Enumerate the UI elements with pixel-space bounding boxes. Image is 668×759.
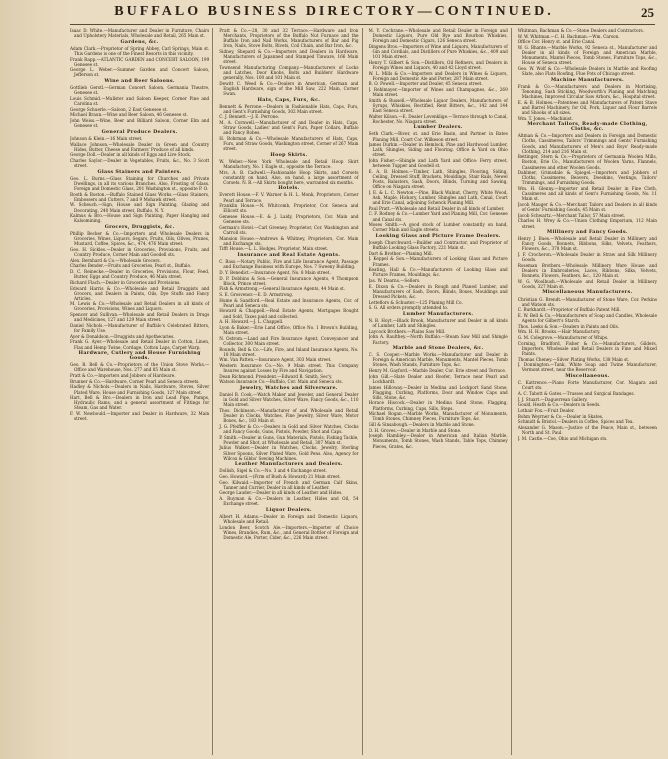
directory-entry: Lyon & Baker.—Erie Land Office, Office No. 1 Brown's Building, Main street. [219,324,359,336]
directory-entry: C. S. Cooper.—Marble Works.—Manufacturer and Dealer in Foreign & American Marble, Monuments, Mantel Pieces, Tomb Stones, Wash Stands, Furniture Tops, &c. [368,352,508,368]
section-heading: Lumber Dealers. [413,124,463,131]
directory-entry: Brunner & Co.—Hardware, Corner Pearl and Seneca streets. [70,378,200,384]
directory-entry: M. A. Cornwell.—Manufacturer of and Dealer in Hats, Caps, Straw Goods, Ladies' and Gent's Furs, Paper Collars, Buffalo and Fancy Robes. [219,120,359,136]
directory-entry: James Hilloway.—Dealer in Medina and Lockport Sand Stone, Flagging, Curbing, Platforms, Door and Window Caps and Sills, Stone, &c. [368,384,508,400]
directory-entry: P. Smith.—Dealer in Guns, Gun Materials, Pistols, Fishing Tackle, Powder and Shot, at Wholesale and Retail, 307 Main st. [219,434,359,445]
directory-entry: Walter Kilson.—E. Dealer Lovenklige.—Terrace through to Canal, Rochester, No. Niagara street. [368,113,508,124]
directory-entry: M. Y. Cochrane.—Wholesale and Retail Dealer in Foreign and Domestic Liquors, Pure Old Rye and Bourbon Whiskies, Foreign and Domestic Cigars, 126 Seneca street. [368,28,508,44]
directory-entry: Gould, Heath & Co.—Dealers in Seeds. [517,402,601,408]
directory-entry: Wm. T. Jones.—Machinist. [517,115,573,121]
directory-entry: J. M. Castle.—Coe, Ohio and Michigan sts. [517,435,608,441]
directory-entry: Charles H. Wrey & Co.—Union Clothing Emporium, 112 Main street. [517,218,657,229]
directory-entry: Dahlmer, Grimsdale & Spiegel.—Importers and Jobbers of Cloths, Cassimeres, Beavers, Doeskins, Vestings, Tailors' Trimmings, and Furnishing Goods. [517,170,657,186]
directory-entry: Hume & Sandford.—Real Estate and Insurance Agents, Cor. of Pearl and Seneca sts. [219,297,359,308]
directory-entry: D. P. Dobbins & Son.—General Insurance Agents, 4 Thompson Block, Prince street. [219,275,359,286]
directory-entry: Johnson & Klein.—16 Main street. [70,135,143,141]
directory-entry: E. W. Bell & Co.—Manufacturers of Soap and Candles, Wholesale Agents for Gilbert's Starch. [517,312,657,324]
directory-entry: John A. Raulthey.—North Buffalo.—Steam Saw Mill and Shingle Factory. [368,334,508,345]
directory-entry: Booth & Boston.—Buffalo Stained Glass Works.—Glass Stainers, Embossers and Cutters, 7 and 9 Mohawk street. [70,191,210,202]
directory-entry: George Schuerle.—Saloon, 2 East Genesee st. [70,106,168,112]
directory-entry: C. Bass.—Notary Public, Fire and Life Insurance Agent, Passage and Exchange Business with Europe, Nos. 7 Sweeny Building. [219,259,359,270]
directory-entry: John Gill.—Slate Dealer and Roofer, Terrace near Pearl and Lockhardt. [368,373,508,384]
directory-entry: J. Rehlmayer.—Importer of Wines and Champagnes, &c., 269 Main street. [368,87,508,98]
directory-entry: Thos. Dickinson.—Manufacturer of and Wholesale and Retail Dealer in Clocks, Watches, Fine Jewelry, Silver Ware, Motor Boxes, &c., 183 Main st. [219,408,359,424]
directory-entry: S. G. All orders promptly attended to. [368,305,449,311]
directory-entry: C. Burkhardt.—Proprietor of Buffalo Patent Mill. [517,307,621,313]
directory-entry: Bettinger, Stern & Co.—Proprietors of Germania Woolen Mills, Boston, Erie Co., Manufacturers of Woolen Yarns, Flannels, Cassimeres and other Woolen Goods. [517,154,657,170]
section-heading: Grocers, Druggists, &c. [104,223,175,230]
directory-entry: Joseph Hambley.—Dealer in American and Italian Marble, Monuments, Tomb Stones, Wash Stands, Table Tops, Chimney Pieces, Grates, &c. [368,433,508,449]
directory-entry: Edward Harris & Co.—Wholesale and Retail Druggists and Grocers, and Dealers in Paints, Oils, Dye Stuffs and Fancy Articles. [70,285,210,301]
directory-entry: N. Ostrom.—Land and Fire Insurance Agent, Conveyancer and Collector, 300 Main street. [219,335,359,346]
page-title: BUFFALO BUSINESS DIRECTORY—CONTINUED. [114,4,554,19]
directory-entry: Smith & Russell.—Wholesale Liquor Dealers, Manufacturers of Syrups, Whiskies, Rectified, Rent Bitters, &c., 142 and 144 East Seneca street. [368,97,508,113]
directory-entry: Mansion House.—Andrews & Whitney, Proprietors, Cor. Main and Exchange sts. [219,235,359,246]
directory-entry: Watson Insurance Co.—Buffalo, Cor. Main and Seneca sts. [219,379,343,385]
section-heading: Lumber Manufacturers. [402,310,474,317]
directory-entry: Dingens Bros.—Importers of Wine and Liquors, Manufacturers of Gin and Cordials, and Distillers of Pure Whiskies, &c., 409 and 101 Main street. [368,43,508,60]
directory-entry: Lothair Fox.—Fruit Dealer. [517,408,575,413]
directory-entry: H. Bohrman & Co.—Wholesale Manufacturers of Hats, Caps, Furs, and Straw Goods, Washington street, Corner of 267 Main street. [219,135,359,152]
directory-entry: Wallace Johnson.—Wholesale Dealer in Green and Country Hides, Butter, Cheese and Farmers' Produce of all kinds. [70,141,210,152]
directory-entry: Horace Hiscock.—Dealer in Medina Sand Stone, Flagging, Platforms, Curbing, Caps, Sills, Steps. [368,400,508,411]
directory-entry: Western Insurance Co.—No. 9 Main street. This Company Insures against Losses by Fire and Navigation. [219,362,359,374]
directory-entry: A. H. Howard.—J. L. Chappell. [219,319,284,325]
directory-entry: Hadley & Nichols.—Dealers in Nails, Hardware, Stoves, Silver Plated Ware, House and Furnishing Goods, 127 Main street. [70,384,210,395]
directory-entry: Adam Clark.—Proprietor of Spring Abbey, Carl Springs, Main st. This Gardens is one of the Finest Resorts in this vicinity. [70,45,210,56]
directory-entry: Townsend Manufacturing Company.—Manufacturers of Locks and Latches, Door Knobs, Bolts and Builders' Hardware generally, Nos. 100 and 101 Main st. [219,64,359,81]
directory-entry: Sidney, Shepard & Co.—Importers and Dealers in Hardware, Manufacturers of Japanned and Stamped Tinware, 166 Main street. [219,48,359,65]
directory-entry: Geo. H. Sickles.—Dealer in Groceries, Provisions, Fruits, and Country Produce, Corner Main and Goodell sts. [70,246,210,257]
section-heading: Miscellaneous. [565,373,610,380]
directory-entry: Gill & Sinsabough.—Dealers in Marble and Stone. [368,421,475,427]
directory-entry: Bohm Weyrner & Co.—Dealer in Skates. [517,413,604,419]
directory-column-1 [70,28,213,755]
directory-entry: J. E. & L. C. Newton.—Pine, Black Walnut, Cherry, White Wood, Ash, Maple, Hickory, Lumber, Shingles and Lath, Canal, Court and Erie Canal, adjoining Schenck Planing Mill. [368,189,508,206]
page-margin-shading [0,0,70,759]
directory-entry: Jacob Mauger & Co.—Merchant Tailors and Dealers in all kinds of Gents' Furnishing Goods, 45 Main st. [517,201,657,213]
section-heading: Leather Manufacturers and Dealers. [234,461,343,468]
directory-entry: George Doll.—Dealer in all kinds of Eggs and Live Stock. [70,152,192,158]
directory-entry: C. J. Bennett.—J. E. Perrone. [219,114,280,120]
directory-entry: Daniel B. Cook.—Watch Maker and Jeweler, and General Dealer in Gold and Silver Watches, Silver Ware, Fancy Goods, &c., 110 Main street. [219,392,359,408]
directory-entry: Corning, Bradford, Fisher & Co.—Manufacturers, Gilders, Importers, Wholesale and Retail Dealers in Fine and Mixed Paints. [517,340,657,356]
directory-entry: Frank Rapp.—ATLANTIC GARDEN and CONCERT SALOON, 199 Genesee st. [70,56,210,67]
directory-entry: Laycock Brothers.—Plains Saw Mill. [368,328,446,334]
directory-entry: J. F. Crocheron.—Wholesale Dealer in Straw and Silk Millinery Goods. [517,252,657,263]
page-header [0,0,668,30]
directory-entry: D. C. Reinecke.—Dealer in Groceries, Provisions, Flour, Feed, Butter, Eggs and Country Produce, 46 Main street. [70,269,210,280]
directory-entry: Henry J. Bues.—Wholesale and Retail Dealer in Millinery and Fancy Goods, Bonnets, Ribbons, Silks, Velvets, Feathers, Flowers, &c., 378 Main st. [517,236,657,252]
directory-entry: Howard & Chappell.—Real Estate Agents, Mortgages Bought and Sold, Taxes paid and collected. [219,308,359,319]
directory-entry: W. G. Bhante.—Marble Works, 92 Seneca st., Manufacturer and Dealer in all kinds of Foreign and American Marble, Monuments, Mantel Pieces, Tomb Stones, Furniture Tops, &c., House of Seneca street. [517,45,657,66]
directory-entry: Roseman Brothers.—Wholesale Millinery Ware House and Dealers in Embroideries, Laces, Ribbons, Silks, Velvets, Bonnets, Flowers, Feathers, &c., 120 Main st. [517,262,657,279]
directory-entry: Louis Schmid.—Mullster and Saloon Keeper, Corner Pine and Carolina st. [70,95,210,106]
directory-entry: George L. Weber.—Summer Garden and Concert Saloon, Jefferson st. [70,67,210,78]
directory-entry: Julius Walker.—Dealer in Watches, Clocks, Jewelry, Sterling Silver Spoons, Silver Plated Ware, Gold Pens. Also, Agency for Wilcox & Gibbs' Sewing Machines. [219,445,359,461]
directory-entry: W. Weber.—New York Wholesale and Retail Hoop Skirt Manufactory, No. 1 Eagle st., opposite the Terrace. [219,158,359,169]
directory-entry: Jacob Schwartz.—Merchant Tailor, 57 Main street. [517,212,626,218]
directory-entry: J. J. Stuart.—Daguerrean Gallery. [517,396,588,402]
directory-entry: James Durkin.—Dealer in Hemlock, Pine and Hardwood Lumber, Lath, Shingles, Siding and Flooring. Office & Yard on Ohio street. [368,142,508,158]
section-heading: Hotels. [278,185,300,192]
directory-entry: G. M. Colegrove.—Manufacturer of Whips. [517,335,609,341]
directory-entry: Wm. Van Patten.—Insurance Agent, 303 Main street. [219,357,332,363]
directory-entry: Wm. H. Glenny.—Importer and Retail Dealer in Fine Cloth, Cassimeres and all kinds of Gent's Furnishing Goods, No. 11 Main st. [517,186,657,202]
directory-entry: O. H. Groves.—Dealer in Marble and Stone. [368,427,462,433]
directory-entry: Bennett & Perrone.—Dealers in Fashionable Hats, Caps, Furs, and Gent's Furnishing Goods, 302 Main street. [219,103,359,114]
directory-entry: J. Donnington.—Tank, White Soap and Twine Manufacturer, Vermont street, near the Reservoir. [517,362,657,373]
directory-entry: C. Kattrence.—Piano Forte Manufacturer, Cor. Niagara and Court sts. [517,380,657,391]
section-heading: Machine Manufacturers. [550,76,624,83]
directory-entry: Thomas Cheney.—Silver Plating Works, 138 Main st. [517,356,630,362]
directory-entry: Mrs. A. B. Cadwell.—Fashionable Hoop Skirts, and Corsets constantly on hand. Also, on hand, a large assortment of Corsets. N. B.—All Skirts bought here, warranted six months. [219,169,359,185]
directory-entry: Henry M. Gayford.—Marble Dealer, Cor. Erie street and Terrace. [368,368,507,374]
directory-entry: Richard Flach.—Dealer in Groceries and Provisions. [70,279,181,285]
directory-entry: M. Lewis & Co.—Wholesale and Retail Dealers in all kinds of Groceries, Provisions, Wines and Liquors. [70,301,210,312]
directory-entry: W. L. Mills & Co.—Importers and Dealers in Wines & Liquors, Foreign and Domestic Ale and Porter, 287 Main street. [368,70,508,81]
directory-entry: Kalmus & Bro.—House and Sign Painting, Paper Hanging and Kalsomining. [70,213,210,224]
section-heading: Glass Stainers and Painters. [97,168,182,175]
directory-entry: Keating, Hall & Co.—Manufacturers of Looking Glass and Picture Frames, Mouldings, &c. [368,267,508,278]
section-heading: General Produce Dealers. [101,128,178,135]
directory-entry: F. W. Newbould.—Importer and Dealer in Hardware, 32 Main street. [70,411,210,422]
directory-entry: Spencer and Sullivan.—Wholesale and Retail Dealers in Drugs and Medicines, 127 and 129 Main street. [70,312,210,323]
directory-entry: Geo. L. Burns.—Glass Staining for Churches and Private Dwellings, in all its various Branches. Also, Frosting of Glass. Foreign and Domestic Glass, 201 Washington st., opposite P. O. [70,175,210,191]
directory-entry: Jas. W. Dearns.—Sellers. [368,278,421,283]
directory-entry: Thos. Leeks & Son.—Dealers in Paints and Oils. [517,323,620,329]
directory-entry: Dart & Brother.—Planing Mill. [368,250,433,256]
directory-entry: Phillip Becker & Co.—Importers and Wholesale Dealers in Groceries, Wines, Liquors, Segars, Fruits, Oils, Olives, Prunes, Mustard, Coffee, Spices, &c., 474, 476 Main street. [70,231,210,247]
section-heading: Miscellaneous Manufacturers. [542,289,633,296]
page-number: 25 [641,5,654,20]
directory-entry: C. F. Rodney & Co.—Lumber Yard and Planing Mill, Cor. Genesee and Canal sts. [368,211,508,222]
section-heading: Hoop Skirts. [270,151,308,158]
directory-entry: Alex. Bernhard & Co.—Wholesale Grocers. [70,257,161,263]
directory-entry: Geo. Howard.—(Firm of Bush & Howard) 21 Main street. [219,474,341,479]
directory-entry: Tifft House.—L. L. Hodges, Proprietor, Main street. [219,246,329,252]
directory-entry: Ayer & Donaldson.—Druggists and Apothecaries. [70,333,175,339]
directory-entry: W. G. Woolbush.—Wholesale and Retail Dealer in Millinery Goods, 327 Main st. [517,278,657,289]
directory-entry: Geo. Kilwaid.—Importer of French and German Calf Skins, Tanner and Currier, Dealer in all kinds of Leather. [219,479,359,490]
directory-entry: Hart, Bell & Bro.—Dealers in Iron and Lead Pipe, Pumps, Hydraulic Rams, and a general assortment of Fittings for Steam, Gas and Water. [70,395,210,411]
directory-entry: Fish & Armstrong.—General Insurance Agents, 44 Main st. [219,286,346,292]
directory-entry: Isaac D. White.—Manufacturer and Dealer in Furniture, Chairs and Upholstery Materials, Wholesale and Retail, 265 Main st. [70,28,210,39]
directory-entry: Schmidt & Bristol.—Dealers in Coffee, Spices and Tea. [517,419,634,425]
directory-entry: Albert H. Adams.—Dealer in Foreign and Domestic Liquors, Wholesale and Retail. [219,513,359,525]
directory-entry: Frank G. Ayer.—Wholesale and Retail Dealer in Cotton, Linen, Flax and Hemp Twine, Cordage, Cotton Laps, Carpet Warp. [70,339,210,350]
directory-entry: Pratt & Co.—Importers and Jobbers of Hardware. [70,373,176,379]
section-heading: Insurance and Real Estate Agents. [237,251,341,258]
section-heading: Millinery and Fancy Goods. [546,229,628,236]
directory-entry: A. C. Tabott & Gates.—Trusses and Surgical Bandages. [517,390,635,396]
directory-entry: E. Dixon & Co.—Dealers in Rough and Planed Lumber, and Manufacturers of Sash, Doors, Blinds, Boxes, Mouldings and Dressed Pickets, &c. [368,283,508,299]
directory-entry: Dean Richmond, President.—Edward B. Smith, Sec'y. [219,373,333,379]
directory-entry: Christian G. Brendt.—Manufacturer of Stone Ware, Cor. Perkins and Watson sts. [517,296,657,307]
section-heading: Looking Glass and Picture Frame Dealers. [375,232,501,239]
directory-entry: Gottlieb Gerstl.—German Concert Saloon, Germania Theatre, Genesee st. [70,85,210,96]
directory-column-3 [369,28,512,755]
directory-entry: Geo. W. Wolf & Co.—Wholesale Dealers in Marble and Roofing Slate, also Flats Roofing, Flue Pots of Chicago street. [517,66,657,77]
section-heading: Gardens, &c. [120,38,159,45]
directory-entry: John Weiss.—Wine, Beer and Billiard Saloon, Corner Elm and Genesee st. [70,118,210,129]
section-heading: Liquor Dealers. [265,506,312,513]
directory-entry: Michael Braun.—Wine and Beer Saloon, 46 Genesee st. [70,112,188,118]
directory-entry: Charles Saylor.—Dealer in Vegetables, Fruits, &c., No. 3 Scott street. [70,158,210,169]
directory-entry: Everett House.—F. V. Warner & H. L. Monk, Proprietors, Corner Pearl and Terrace. [219,192,359,203]
directory-entry: Office Cor. Henry st. and Erie Canal. [517,39,596,45]
directory-entry: George Lauder.—Dealer in all kinds of Leather and Hides. [219,490,343,496]
directory-entry: J. Keppel & Son.—Manufacturers of Looking Glass and Picture Frames. [368,256,508,267]
directory-columns [70,28,660,755]
directory-entry: Whitman, Bachman & Co.—Stone Dealers and Contractors. [517,28,644,33]
directory-entry: London Beer, Scotch Ale.—Importers.—Importer of Choice Wines, Brandies, Rum, &c., and General Bottler of Foreign and Domestic Ale, Porter, Cider, &c., 226 Main street. [219,524,359,540]
directory-entry: Seth Clark.—River, st. and Erie Basin, and Partner in Bates Planing Mill, Court Cor. Wilkeson street. [368,131,508,142]
directory-entry: Dollish, Sigel & Co.—No. 3 and 4 Exchange street. [219,468,327,474]
directory-entry: Pratt & Co.—28, 30 and 32 Terrace.—Hardware and Iron Merchants, Proprietors of the Buffalo Nut Furnace and the Buffalo Iron and Nail Works, Manufacturers of Bar and Pig Iron, Nails, Stove Bolts, Rivets, Coil Chain, and Bar Iron, &c. [219,28,359,49]
directory-entry: John Fisher.—Shingle and Lath Yard and Office: Ferry street, between Tupper and Goodell st. [368,158,508,169]
section-heading: Jewelry, Watches and Silverware. [239,385,338,392]
directory-entry: Daniel Nichols.—Manufacturer of Buffalo's Celebrated Bitters, for Family Use. [70,322,210,334]
directory-entry: W. W. Whitman.—C. H. Bachman.—Wm. Carson. [517,33,620,39]
directory-entry: E. A. B. Holmes.—Timber, Lath, Shingles, Flooring, Siding, Ceiling, Dressed Stuff, Brackets, Mouldings, Stair Rails, Newel Posts, Balusters, Sash, Doors, Blinds, Turning and Sawing, Office on Niagara street. [368,168,508,190]
header-rule [70,24,655,25]
directory-entry: J. G. Pfeiffer & Co.—Dealers in Gold and Silver Watches, Clocks and Fancy Goods, Guns, Pistols, Powder, Shot and Caps. [219,423,359,434]
directory-entry: Geo. B. Bell & Co.—Proprietors of the Union Stove Works.—Office and Warehouse, Nos. 277 and 85 Main st. [70,362,210,373]
directory-entry: Wm. H. H. Brooks.—Hair Manufactory. [517,329,601,335]
directory-entry: Joseph Churchward.—Builder and Contractor, and Proprietor of Buffalo Looking Glass Factory, 221 Main st. [368,239,508,251]
section-heading: Marble and Stone Dealers, &c. [392,345,484,352]
directory-entry: N. B. Hoyt.—Black Brook, Manufacturer and Dealer in all kinds of Lumber, Lath and Shingles. [368,317,508,329]
directory-entry: Michael Rogan.—Marble Works, Manufacturer of Monuments, Tomb Stones, Chimney Pieces, Furniture Tops, &c. [368,411,508,422]
directory-entry: Rounds, Bell & Co.—Life, Fire, and Inland Insurance Agents, No. 18 Main street. [219,346,359,357]
directory-entry: A. Ruyman & Co.—Dealers in Leather, Hides and Oil, 54 Exchange street. [219,496,359,507]
directory-entry: Henry T. Gilbert & Son.—Distillers, Oil Refiners, and Dealers in Foreign Wines and Liquors, 40 and 42 Lloyd street. [368,59,508,70]
directory-entry: Altman & Co.—Importers and Dealers in Foreign and Domestic Cloths, Cassimeres, Tailors' Trimmings and Gents' Furnishing Goods, and Manufacturers of Men's and Boys' Ready-made Clothing, 214 and 216 Main st. [517,133,657,154]
directory-entry: Charles Bender.—Fruits and Groceries, Pearl st., Buffalo. [70,263,192,269]
directory-entry: German's Hotel.—Carl Greeney, Proprietor, Cor. Washington and Carroll sts. [219,224,359,235]
section-heading: Hats, Caps, Furs, &c. [257,96,321,103]
directory-entry: Letteflors & Schuster.—125 Planing Mill Co. [368,299,463,305]
directory-entry: D. Y. Benedict.—Insurance Agent, No. 8 Main street. [219,269,331,275]
directory-entry: Paul Pratt.—Wholesale and Retail Dealer in all kinds of Lumber. [368,205,505,211]
directory-column-2 [219,28,362,755]
directory-entry: Frank & Co.—Manufacturers and Dealers in Mortising, Tenoning, Sash Sticking, Woodworth's Planing and Matching Machines, Improved Circular Saw Arbors, &c., Hospital street. [517,83,657,99]
directory-entry: Alexander G. Mason.—Justice of the Peace, Main st., between North and St. Paul. [517,425,657,436]
directory-entry: E. & B. Holmes.—Patentees and Manufacturers of Patent Stave and Barrel Machinery, for Oil, Pork, Liquor and Flour Barrels and Shooks of all sizes. [517,99,657,115]
directory-entry: S. E. Grosvenor.—E. D. Armstrong. [219,292,294,297]
section-heading: Wine and Beer Saloons. [104,78,175,85]
directory-column-4 [518,28,660,755]
directory-entry: W. Scheuch.—Sign, House and Sign Painting, Glazing and Decorating, 240 Main street, Buffalo, N. Y. [70,202,210,213]
section-heading: Hardware, Cutlery and House Furnishing Goods. [78,350,201,362]
directory-entry: Dewitt C. Weed & Co.—Dealers in American, German and English Hardware, sign of the Mill Saw, 222 Main, Corner Swan. [219,80,359,96]
directory-entry: B. O. Powell.—Importer and Dealer, 45 Seneca street. [368,81,483,87]
directory-entry: Genesee House.—E. & J. Laidy, Proprietors, Cor. Main and Genesee sts. [219,214,359,225]
section-heading: Merchant Tailors, Ready-made Clothing, Cloths, &c. [527,121,648,133]
directory-entry: Moses Smith.—A good stock of Lumber constantly on hand, Corner Main and Eagle streets. [368,222,508,233]
directory-entry: Franklin House.—N. Whitcomb, Proprietor, Cor. Seneca and Ellicott sts. [219,203,359,214]
